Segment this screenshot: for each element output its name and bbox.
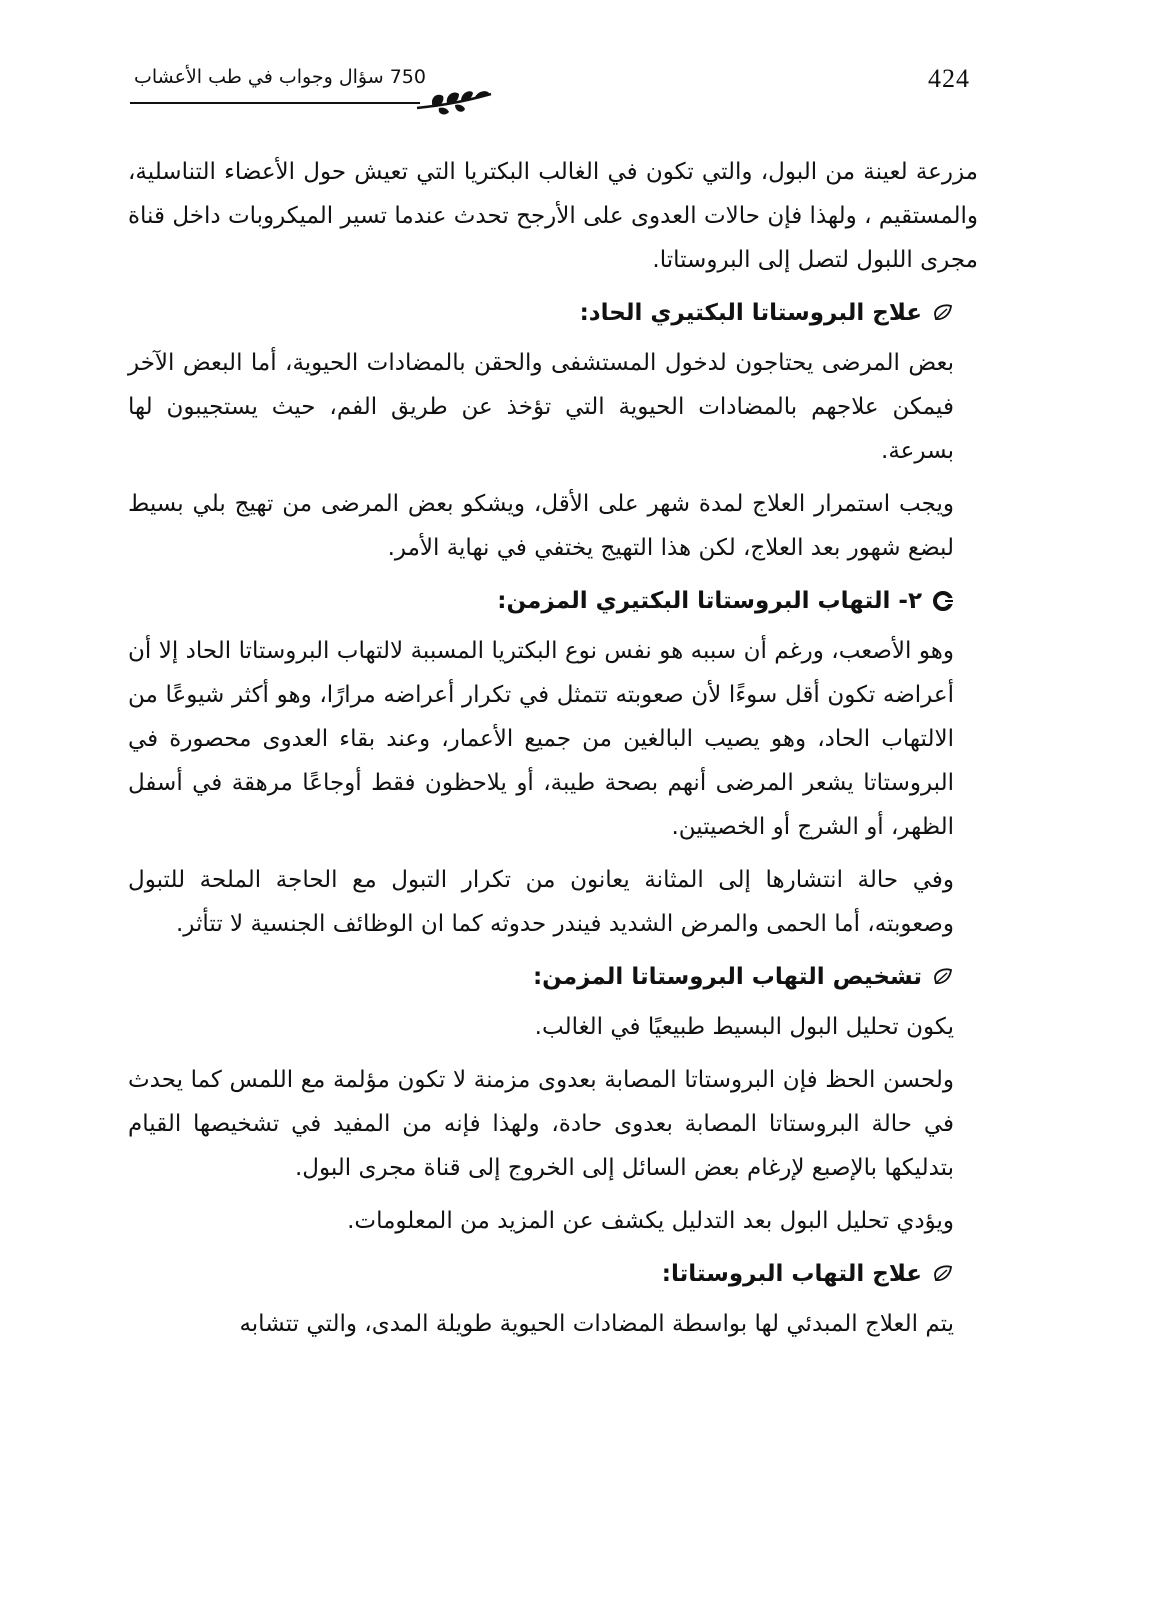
paragraph: ويؤدي تحليل البول بعد التدليل يكشف عن المزيد من المعلومات. [347,1208,954,1234]
paragraph: يكون تحليل البول البسيط طبيعيًا في الغالب. [534,1014,954,1040]
circle-bullet-icon [932,590,954,612]
page-header [130,62,980,132]
section-heading [128,291,978,335]
header-rule [130,102,420,104]
heading-text: تشخيص التهاب البروستاتا المزمن: [532,964,922,990]
page-body [128,150,978,1355]
leaf-sprig-ornament-icon [415,84,495,118]
paragraph: بعض المرضى يحتاجون لدخول المستشفى والحقن بالمضادات الحيوية، أما البعض الآخر فيمكن علاجهم بالمضادات الحيوية التي تؤخذ عن طريق الفم، حيث يستجيبون لها بسرعة. [128,350,954,464]
section-heading [128,579,978,623]
heading-text: علاج التهاب البروستاتا: [661,1261,922,1287]
section-heading [128,1252,978,1296]
paragraph: مزرعة لعينة من البول، والتي تكون في الغالب البكتريا التي تعيش حول الأعضاء التناسلية، والمستقيم ، ولهذا فإن حالات العدوى على الأرجح تحدث عندما تسير الميكروبات داخل قناة مجرى اللبول لتصل إلى البروستاتا. [128,159,978,273]
paragraph: ويجب استمرار العلاج لمدة شهر على الأقل، ويشكو بعض المرضى من تهيج بلي بسيط لبضع شهور بعد العلاج، لكن هذا التهيج يختفي في نهاية الأمر. [128,491,954,561]
paragraph: وفي حالة انتشارها إلى المثانة يعانون من تكرار التبول مع الحاجة الملحة للتبول وصعوبته، أما الحمى والمرض الشديد فيندر حدوثه كما ان الوظائف الجنسية لا تتأثر. [128,867,954,937]
section-heading [128,955,978,999]
leaf-bullet-icon [932,1263,954,1285]
paragraph: وهو الأصعب، ورغم أن سببه هو نفس نوع البكتريا المسببة لالتهاب البروستاتا الحاد إلا أن أعراضه تكون أقل سوءًا لأن صعوبته تتمثل في تكرار أعراضه مرارًا، وهو أكثر شيوعًا من الالتهاب الحاد، وهو يصيب البالغين من جميع الأعمار، وعند بقاء العدوى محصورة في البروستاتا يشعر المرضى أنهم بصحة طيبة، أو يلاحظون فقط أوجاعًا مرهقة في أسفل الظهر، أو الشرج أو الخصيتين. [128,638,954,840]
heading-text: علاج البروستاتا البكتيري الحاد: [579,300,922,326]
running-title: 750 سؤال وجواب في طب الأعشاب [134,66,426,88]
leaf-bullet-icon [932,966,954,988]
leaf-bullet-icon [932,302,954,324]
paragraph: يتم العلاج المبدئي لها بواسطة المضادات الحيوية طويلة المدى، والتي تتشابه [239,1311,954,1337]
page-number: 424 [928,64,970,93]
heading-text: ٢- التهاب البروستاتا البكتيري المزمن: [497,588,922,614]
paragraph: ولحسن الحظ فإن البروستاتا المصابة بعدوى مزمنة لا تكون مؤلمة مع اللمس كما يحدث في حالة البروستاتا المصابة بعدوى حادة، ولهذا فإنه من المفيد في تشخيصها القيام بتدليكها بالإصبع لإرغام بعض السائل إلى الخروج إلى قناة مجرى البول. [128,1067,954,1181]
